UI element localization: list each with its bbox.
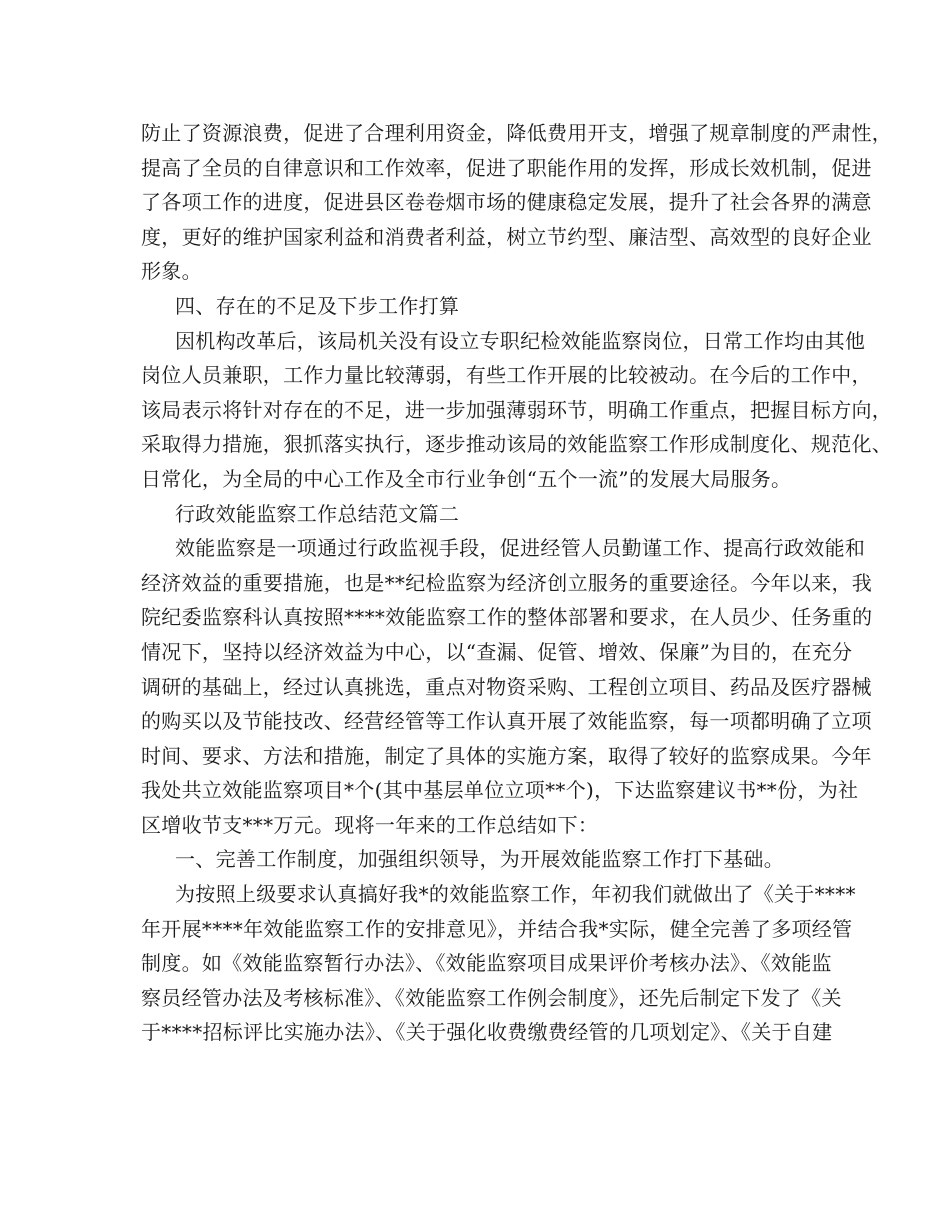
- text-line: 的购买以及节能技改、经营经管等工作认真开展了效能监察，每一项都明确了立项: [141, 709, 872, 734]
- text-line: 采取得力措施，狠抓落实执行，逐步推动该局的效能监察工作形成制度化、规范化、: [141, 432, 893, 457]
- article-title: 行政效能监察工作总结范文篇二: [175, 501, 460, 526]
- text-line: 时间、要求、方法和措施，制定了具体的实施方案，取得了较好的监察成果。今年: [141, 743, 872, 768]
- text-line: 形象。: [141, 259, 202, 284]
- section-heading: 四、存在的不足及下步工作打算: [175, 293, 460, 318]
- text-line: 了各项工作的进度，促进县区卷卷烟市场的健康稳定发展，提升了社会各界的满意: [141, 190, 872, 215]
- text-line: 制度。如《效能监察暂行办法》、《效能监察项目成果评价考核办法》、《效能监: [141, 951, 832, 976]
- text-line: 于****招标评比实施办法》、《关于强化收费缴费经管的几项划定》、《关于自建: [141, 1020, 833, 1045]
- text-line: 年开展****年效能监察工作的安排意见》，并结合我*实际，健全完善了多项经管: [141, 916, 853, 941]
- text-line: 该局表示将针对存在的不足，进一步加强薄弱环节，明确工作重点，把握目标方向，: [141, 397, 893, 422]
- text-line: 岗位人员兼职，工作力量比较薄弱，有些工作开展的比较被动。在今后的工作中，: [141, 363, 872, 388]
- paragraph-start: 为按照上级要求认真搞好我*的效能监察工作，年初我们就做出了《关于****: [175, 882, 856, 907]
- paragraph-start: 效能监察是一项通过行政监视手段，促进经管人员勤谨工作、提高行政效能和: [175, 536, 866, 561]
- text-line: 提高了全员的自律意识和工作效率，促进了职能作用的发挥，形成长效机制，促进: [141, 155, 872, 180]
- paragraph-start: 因机构改革后，该局机关没有设立专职纪检效能监察岗位，日常工作均由其他: [175, 328, 866, 353]
- text-line: 日常化，为全局的中心工作及全市行业争创“五个一流”的发展大局服务。: [141, 466, 792, 491]
- text-line: 院纪委监察科认真按照****效能监察工作的整体部署和要求，在人员少、任务重的: [141, 605, 873, 630]
- text-line: 察员经管办法及考核标准》、《效能监察工作例会制度》，还先后制定下发了《关: [141, 985, 842, 1010]
- text-line: 区增收节支***万元。现将一年来的工作总结如下：: [141, 812, 599, 837]
- section-heading: 一、完善工作制度，加强组织领导，为开展效能监察工作打下基础。: [175, 847, 784, 872]
- text-line: 情况下，坚持以经济效益为中心，以“查漏、促管、增效、保廉”为目的，在充分: [141, 639, 853, 664]
- text-line: 度，更好的维护国家利益和消费者利益，树立节约型、廉洁型、高效型的良好企业: [141, 224, 872, 249]
- text-line: 防止了资源浪费，促进了合理利用资金，降低费用开支，增强了规章制度的严肃性，: [141, 121, 893, 145]
- text-line: 我处共立效能监察项目*个(其中基层单位立项**个)，下达监察建议书**份，为社: [141, 778, 859, 803]
- text-line: 经济效益的重要措施，也是**纪检监察为经济创立服务的重要途径。今年以来，我: [141, 570, 873, 595]
- document-body: [141, 116, 893, 1050]
- text-line: 调研的基础上，经过认真挑选，重点对物资采购、工程创立项目、药品及医疗器械: [141, 674, 872, 699]
